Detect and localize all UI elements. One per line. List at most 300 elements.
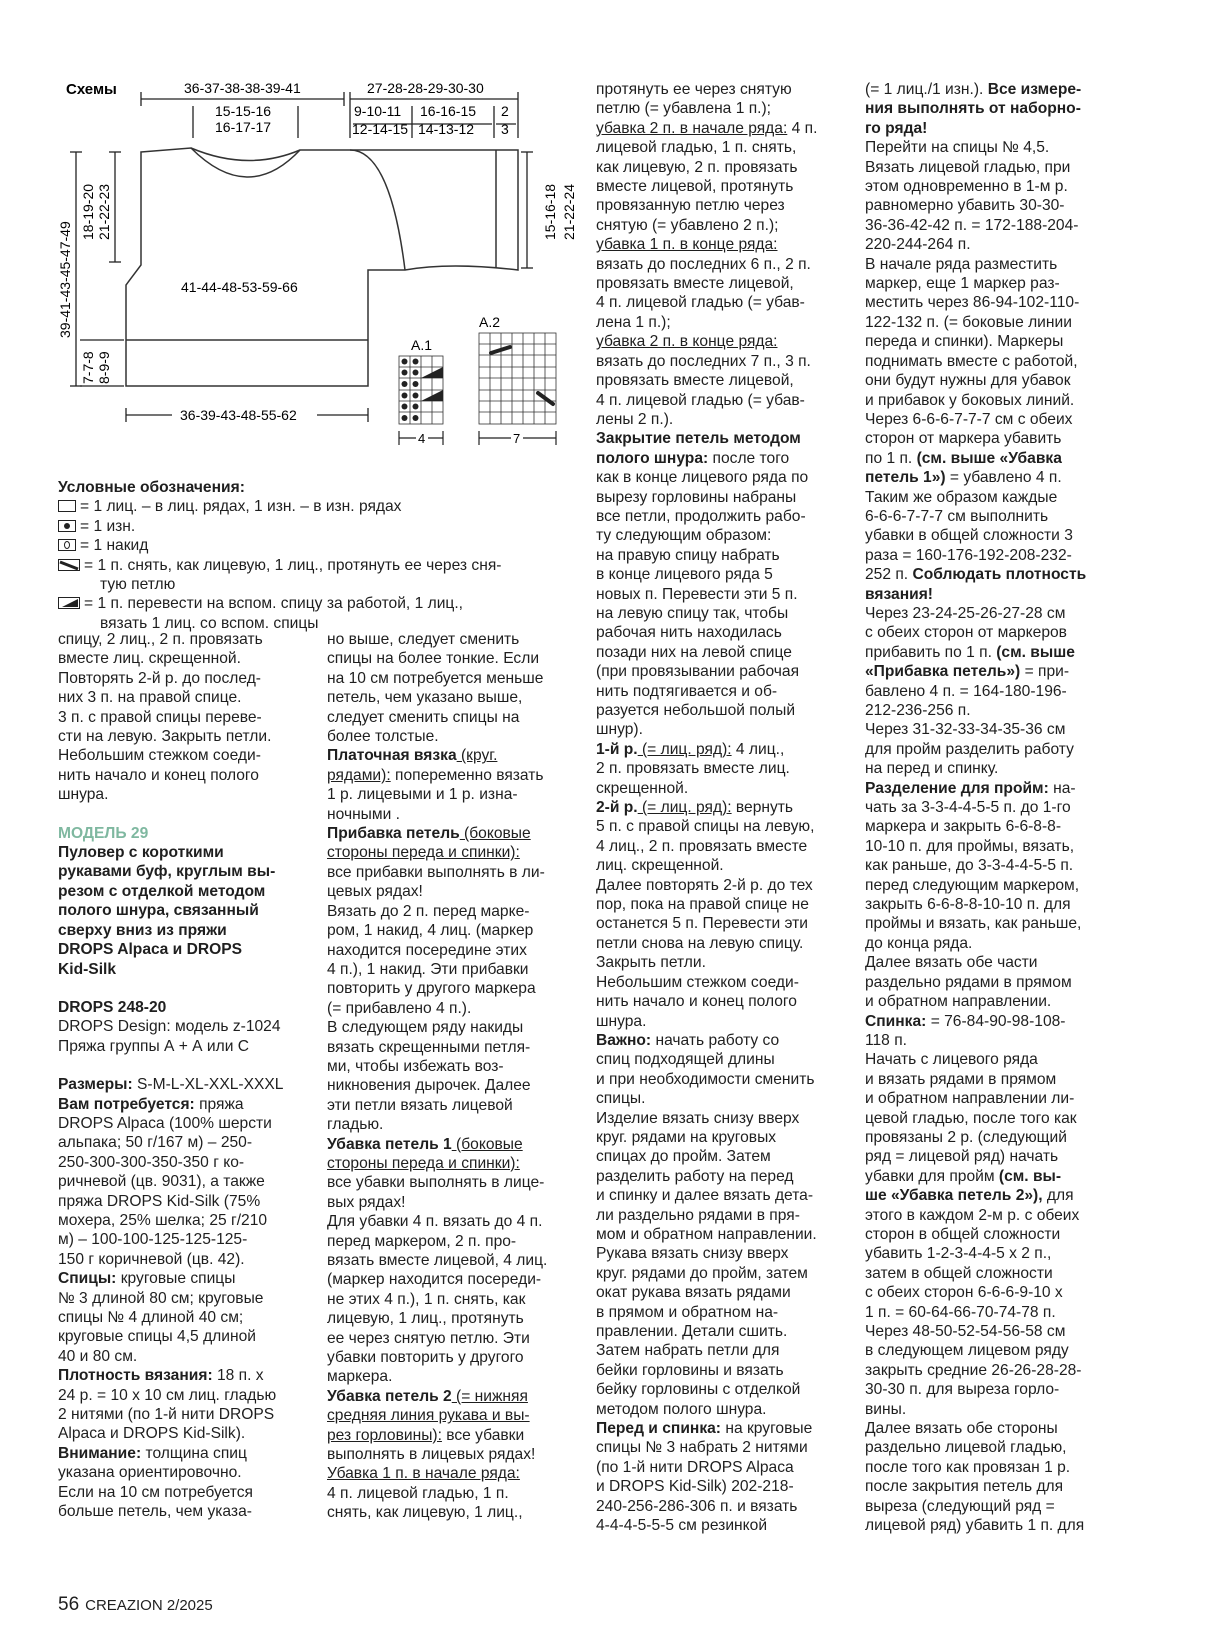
text-line: они будут нужны для убавок bbox=[865, 372, 1071, 390]
text-line: более толстые. bbox=[327, 728, 439, 746]
text-line: раза = 160-176-192-208-232- bbox=[865, 546, 1072, 564]
text-line: по 1 п. bbox=[865, 449, 913, 467]
text-line: для пройм разделить работу bbox=[865, 740, 1074, 758]
text-line: спицы № 4 длиной 40 см; bbox=[58, 1309, 244, 1326]
text-line: гладью. bbox=[327, 1116, 384, 1134]
text-line: сторон от маркера убавить bbox=[865, 430, 1062, 448]
a1-width: 4 bbox=[418, 431, 426, 446]
text-line: (боковые bbox=[451, 1135, 523, 1153]
text-line: (боковые bbox=[459, 825, 531, 843]
text-line: Изделие вязать снизу вверх bbox=[596, 1109, 800, 1127]
text-line: с обеих сторон 6-6-6-9-10 х bbox=[865, 1284, 1063, 1302]
text-line: Важно: bbox=[596, 1031, 652, 1049]
text-line: останется 5 п. Перевести эти bbox=[596, 915, 808, 933]
text-line: Далее вязать обе стороны bbox=[865, 1420, 1058, 1438]
text-line: маркер, еще 1 маркер раз- bbox=[865, 275, 1060, 293]
text-line: 4 п. лицевой гладью, 1 п. bbox=[327, 1484, 509, 1502]
text-line: Для убавки 4 п. вязать до 4 п. bbox=[327, 1213, 543, 1231]
text-line: петли снова на левую спицу. bbox=[596, 934, 804, 952]
text-line: рез горловины): bbox=[327, 1426, 442, 1444]
text-line: выреза (следующий ряд = bbox=[865, 1497, 1055, 1515]
text-line: попеременно вязать bbox=[390, 766, 544, 784]
text-line: Через 31-32-33-34-35-36 см bbox=[865, 721, 1066, 739]
schematic-diagram bbox=[0, 0, 600, 470]
text-line: спицы. bbox=[596, 1090, 646, 1108]
text-line: снять, как лицевую, 1 лиц., bbox=[327, 1504, 523, 1522]
width-mid: 41-44-48-53-59-66 bbox=[181, 279, 298, 295]
armhole-b: 21-22-23 bbox=[96, 183, 112, 240]
text-line: все петли, продолжить рабо- bbox=[596, 507, 806, 525]
sleeve-a2: 12-14-15 bbox=[352, 121, 409, 137]
text-line: все прибавки выполнять в ли- bbox=[327, 863, 545, 881]
neck-b: 16-17-17 bbox=[215, 119, 272, 135]
text-line: бавлено 4 п. = 164-180-196- bbox=[865, 682, 1067, 700]
text-line: средняя линия рукава и вы- bbox=[327, 1407, 530, 1425]
text-line: Перед и спинка: bbox=[596, 1420, 721, 1438]
text-line: 122-132 п. (= боковые линии bbox=[865, 313, 1072, 331]
text-line: 4 лиц., 2 п. провязать вместе bbox=[596, 837, 808, 855]
text-line: сторон в общей сложности bbox=[865, 1225, 1061, 1243]
text-line: равномерно убавить 30-30- bbox=[865, 197, 1065, 215]
text-line: спицы № 3 набрать 2 нитями bbox=[596, 1439, 808, 1457]
text-line: убавка 1 п. в конце ряда: bbox=[596, 236, 778, 254]
text-line: (см. выше «Убавка bbox=[912, 449, 1062, 467]
text-line: но выше, следует сменить bbox=[327, 631, 520, 648]
a2-label: A.2 bbox=[479, 314, 501, 330]
text-line: нить начало и конец полого bbox=[596, 993, 797, 1011]
text-line: = при- bbox=[1020, 663, 1070, 681]
slip-decrease-symbol-icon bbox=[58, 559, 80, 571]
text-line: новых п. Перевести эти 5 п. bbox=[596, 585, 798, 603]
sleeve-c1: 2 bbox=[501, 103, 509, 119]
text-line: ее через снятую петлю. Эти bbox=[327, 1329, 530, 1347]
text-line: шнура. bbox=[596, 1012, 647, 1030]
yarn-group: Пряжа группы А + А или С bbox=[58, 1037, 250, 1055]
text-line: этом одновременно в 1-м р. bbox=[865, 178, 1068, 196]
text-line: петель, чем указано выше, bbox=[327, 689, 523, 707]
sizes-label: Размеры: bbox=[58, 1076, 133, 1094]
text-line: 2 п. провязать вместе лиц. bbox=[596, 760, 790, 778]
text-line: ром, 1 накид, 4 лиц. (маркер bbox=[327, 922, 534, 940]
text-line: круг. рядами на круговых bbox=[596, 1128, 777, 1146]
text-line: провязанную петлю через bbox=[596, 197, 785, 215]
text-line: (= лиц. ряд): bbox=[637, 740, 732, 758]
text-line: вины. bbox=[865, 1400, 907, 1418]
text-line: как раньше, до 3-3-4-4-5-5 п. bbox=[865, 857, 1074, 875]
text-line: закрыть 6-6-8-8-10-10 п. для bbox=[865, 896, 1071, 914]
text-line: 4 лиц., bbox=[731, 740, 785, 758]
text-line: спицы на более тонкие. Если bbox=[327, 650, 540, 668]
text-line: «Прибавка петель») bbox=[865, 663, 1021, 681]
text-line: снятую (= убавлено 2 п.); bbox=[596, 216, 779, 234]
text-line: вместе лиц. скрещенной. bbox=[58, 650, 241, 668]
text-line: после того как провязан 1 р. bbox=[865, 1458, 1071, 1476]
legend bbox=[58, 478, 558, 633]
text-line: чать за 3-3-4-4-5-5 п. до 1-го bbox=[865, 799, 1071, 817]
text-line: как в конце лицевого ряда по bbox=[596, 469, 809, 487]
text-line: вязать до последних 7 п., 3 п. bbox=[596, 352, 811, 370]
text-line: все убавки bbox=[441, 1426, 525, 1444]
attention-label: Внимание: bbox=[58, 1444, 142, 1462]
text-line: прибавить по 1 п. bbox=[865, 643, 992, 661]
text-line: 1 р. лицевыми и 1 р. изна- bbox=[327, 786, 518, 804]
text-line: следует сменить спицы на bbox=[327, 708, 520, 726]
text-line: 150 г коричневой (цв. 42). bbox=[58, 1250, 245, 1268]
sleeve-b1: 16-16-15 bbox=[420, 103, 477, 119]
text-line: круг. рядами до пройм, затем bbox=[596, 1264, 808, 1282]
text-line: 4 п. лицевой гладью (= убав- bbox=[596, 391, 805, 409]
text-line: 4 п.), 1 накид. Эти прибавки bbox=[327, 960, 529, 978]
a2-grid bbox=[479, 333, 556, 424]
text-line: петель 1») bbox=[865, 469, 946, 487]
text-line: вых рядах! bbox=[327, 1193, 406, 1211]
text-line: 240-256-286-306 п. и вязать bbox=[596, 1497, 798, 1515]
text-line: лицевой ряд) убавить 1 п. для bbox=[865, 1517, 1085, 1535]
purl-symbol-icon bbox=[58, 520, 76, 532]
text-line: ту следующим образом: bbox=[596, 527, 772, 545]
text-line: в прямом и обратном на- bbox=[596, 1303, 779, 1321]
text-line: цевой гладью, после того как bbox=[865, 1109, 1077, 1127]
text-line: Закрыть петли. bbox=[596, 954, 706, 972]
model-title: Пуловер с короткими bbox=[58, 844, 224, 862]
text-line: стороны переда и спинки): bbox=[327, 844, 520, 862]
text-line: методом полого шнура. bbox=[596, 1400, 767, 1418]
text-line: = убавлено 4 п. bbox=[945, 469, 1062, 487]
text-line: 3 п. с правой спицы переве- bbox=[58, 708, 262, 726]
model-number: МОДЕЛЬ 29 bbox=[58, 824, 149, 842]
text-line: Спинка: bbox=[865, 1012, 927, 1030]
text-line: местить через 86-94-102-110- bbox=[865, 294, 1080, 312]
text-line: маркера и закрыть 6-6-8-8- bbox=[865, 818, 1062, 836]
gauge-label: Плотность вязания: bbox=[58, 1367, 213, 1385]
text-line: мом и обратном направлении. bbox=[596, 1225, 817, 1243]
top-total-right: 27-28-28-29-30-30 bbox=[367, 80, 484, 96]
text-line: В следующем ряду накиды bbox=[327, 1019, 524, 1037]
text-line: указана ориентировочно. bbox=[58, 1464, 242, 1482]
text-line: них 3 п. на правой спице. bbox=[58, 689, 242, 707]
text-line: DROPS Alpaca (100% шерсти bbox=[58, 1114, 272, 1132]
text-line: 4 п. лицевой гладью (= убав- bbox=[596, 294, 805, 312]
garter-label: Платочная вязка bbox=[327, 747, 457, 765]
text-line: спицу, 2 лиц., 2 п. провязать bbox=[58, 631, 263, 648]
text-line: (= прибавлено 4 п.). bbox=[327, 999, 472, 1017]
text-line: ричневой (цв. 9031), а также bbox=[58, 1173, 265, 1191]
text-line: Таким же образом каждые bbox=[865, 488, 1058, 506]
model-title: полого шнура, связанный bbox=[58, 902, 259, 920]
text-line: ночными . bbox=[327, 805, 400, 823]
text-line: лицевую, 1 лиц., протянуть bbox=[327, 1310, 524, 1328]
text-line: как лицевую, 2 п. провязать bbox=[596, 158, 798, 176]
text-line: ше «Убавка петель 2»), bbox=[865, 1187, 1043, 1205]
text-line: раздельно лицевой гладью, bbox=[865, 1439, 1067, 1457]
text-line: для bbox=[1042, 1187, 1074, 1205]
text-line: и прибавок у боковых линий. bbox=[865, 391, 1075, 409]
text-line: 36-36-42-42 п. = 172-188-204- bbox=[865, 216, 1079, 234]
text-line: Затем набрать петли для bbox=[596, 1342, 780, 1360]
text-line: больше петель, чем указа- bbox=[58, 1503, 252, 1521]
text-line: Далее вязать обе части bbox=[865, 954, 1038, 972]
text-line: (см. вы- bbox=[994, 1167, 1062, 1185]
a1-grid bbox=[399, 356, 443, 424]
text-line: убавки в общей сложности 3 bbox=[865, 527, 1073, 545]
text-line: убавить 1-2-3-4-4-5 х 2 п., bbox=[865, 1245, 1052, 1263]
text-line: (круг. bbox=[456, 747, 498, 765]
text-line: не этих 4 п.), 1 п. снять, как bbox=[327, 1290, 526, 1308]
column-4 bbox=[865, 80, 1125, 1535]
text-line: протянуть ее через снятую bbox=[596, 81, 792, 98]
text-line: провязать вместе лицевой, bbox=[596, 275, 794, 293]
text-line: маркера. bbox=[327, 1368, 393, 1386]
text-line: вязать вместе лицевой, 4 лиц. bbox=[327, 1252, 548, 1269]
text-line: и DROPS Kid-Silk) 202-218- bbox=[596, 1478, 794, 1496]
text-line: пор, пока на правой спице не bbox=[596, 896, 809, 914]
design-credit: DROPS Design: модель z-1024 bbox=[58, 1018, 281, 1036]
increase-label: Прибавка петель bbox=[327, 825, 460, 843]
text-line: окат рукава вязать рядами bbox=[596, 1284, 791, 1302]
text-line: все убавки выполнять в лице- bbox=[327, 1174, 545, 1192]
text-line: вязать скрещенными петля- bbox=[327, 1038, 531, 1056]
text-line: 2-й р. bbox=[596, 799, 638, 817]
text-line: рабочая нить находилась bbox=[596, 624, 782, 642]
text-line: повторить у другого маркера bbox=[327, 980, 536, 998]
text-line: нить подтягивается и об- bbox=[596, 682, 778, 700]
text-line: 4 п. bbox=[787, 119, 818, 137]
legend-item-yarn-over: = 1 накид bbox=[80, 537, 149, 555]
armhole-a: 18-19-20 bbox=[80, 183, 96, 240]
text-line: го ряда! bbox=[865, 119, 928, 137]
text-line: ми, чтобы избежать воз- bbox=[327, 1057, 504, 1075]
text-line: никновения дырочек. Далее bbox=[327, 1077, 531, 1095]
text-line: м) – 100-100-125-125-125- bbox=[58, 1231, 248, 1249]
text-line: и спинку и далее вязать дета- bbox=[596, 1187, 814, 1205]
text-line: Повторять 2-й р. до послед- bbox=[58, 669, 261, 687]
sleeve-c2: 3 bbox=[501, 121, 509, 137]
text-line: провязать вместе лицевой, bbox=[596, 372, 794, 390]
text-line: в конце лицевого ряда 5 bbox=[596, 566, 773, 584]
text-line: петлю (= убавлена 1 п.); bbox=[596, 100, 771, 118]
text-line: круговые спицы 4,5 длиной bbox=[58, 1328, 256, 1346]
diagram-title: Схемы bbox=[66, 81, 117, 98]
model-title: Kid-Silk bbox=[58, 960, 117, 978]
text-line: раздельно рядами в прямом bbox=[865, 973, 1072, 991]
model-title: рукавами буф, круглым вы- bbox=[58, 863, 276, 881]
text-line: и обратном направлении. bbox=[865, 993, 1052, 1011]
text-line: (= лиц. ряд): bbox=[637, 799, 732, 817]
text-line: Через 23-24-25-26-27-28 см bbox=[865, 604, 1066, 622]
materials-label: Вам потребуется: bbox=[58, 1095, 195, 1113]
text-line: убавки повторить у другого bbox=[327, 1349, 524, 1367]
text-line: Небольшим стежком соеди- bbox=[58, 747, 261, 765]
text-line: лицевой гладью, 1 п. снять, bbox=[596, 139, 797, 157]
text-line: вырезу горловины набраны bbox=[596, 488, 797, 506]
text-line: Alpaca и DROPS Kid-Silk). bbox=[58, 1425, 246, 1443]
legend-item-knit: = 1 лиц. – в лиц. рядах, 1 изн. – в изн. рядах bbox=[80, 498, 402, 516]
text-line: ряд = лицевой ряд) начать bbox=[865, 1148, 1059, 1166]
text-line: Вязать до 2 п. перед марке- bbox=[327, 902, 530, 920]
text-line: вязания! bbox=[865, 585, 933, 603]
text-line: Через 6-6-6-7-7-7 см с обеих bbox=[865, 410, 1073, 428]
text-line: затем в общей сложности bbox=[865, 1264, 1053, 1282]
top-total-left: 36-37-38-38-39-41 bbox=[184, 80, 301, 96]
text-line: (см. выше bbox=[991, 643, 1075, 661]
text-line: Далее повторять 2-й р. до тех bbox=[596, 876, 813, 894]
text-line: убавки для пройм bbox=[865, 1167, 995, 1185]
legend-item-slip-decrease-cont: тую петлю bbox=[100, 576, 176, 594]
text-line: перед следующим маркером, bbox=[865, 876, 1080, 894]
text-line: вязать до последних 6 п., 2 п. bbox=[596, 255, 811, 273]
text-line: (маркер находится посереди- bbox=[327, 1271, 542, 1289]
text-line: лиц. скрещенной. bbox=[596, 857, 724, 875]
text-line: Разделение для пройм: bbox=[865, 779, 1049, 797]
sleeve-a1: 9-10-11 bbox=[354, 103, 402, 119]
text-line: бейку горловины с отделкой bbox=[596, 1381, 801, 1399]
text-line: Рукава вязать снизу вверх bbox=[596, 1245, 789, 1263]
text-line: эти петли вязать лицевой bbox=[327, 1096, 513, 1114]
model-title: DROPS Alpaca и DROPS bbox=[58, 941, 243, 959]
text-line: (= 1 лиц./1 изн.). bbox=[865, 81, 984, 98]
left-total: 39-41-43-45-47-49 bbox=[57, 221, 73, 338]
text-line: 1 п. = 60-64-66-70-74-78 п. bbox=[865, 1303, 1056, 1321]
text-line: разделить работу на перед bbox=[596, 1167, 794, 1185]
text-line: Если на 10 см потребуется bbox=[58, 1483, 253, 1501]
text-line: Через 48-50-52-54-56-58 см bbox=[865, 1323, 1066, 1340]
page-footer bbox=[58, 1594, 213, 1616]
text-line: и обратном направлении ли- bbox=[865, 1090, 1075, 1108]
text-line: на 10 см потребуется меньше bbox=[327, 669, 544, 687]
text-line: Перейти на спицы № 4,5. bbox=[865, 139, 1050, 157]
text-line: альпака; 50 г/167 м) – 250- bbox=[58, 1134, 253, 1152]
text-line: Небольшим стежком соеди- bbox=[596, 973, 799, 991]
text-line: 4-4-4-5-5-5 см резинкой bbox=[596, 1517, 768, 1535]
legend-item-slip-decrease: = 1 п. снять, как лицевую, 1 лиц., протянуть ее через сня- bbox=[84, 556, 502, 574]
text-line: = 76-84-90-98-108- bbox=[926, 1012, 1066, 1030]
text-line: толщина спиц bbox=[141, 1444, 247, 1462]
text-line: лены 2 п.). bbox=[596, 410, 674, 428]
text-line: 30-30 п. для выреза горло- bbox=[865, 1381, 1060, 1399]
legend-item-cable: = 1 п. перевести на вспом. спицу за работой, 1 лиц., bbox=[84, 595, 464, 613]
text-line: 24 р. = 10 х 10 см лиц. гладью bbox=[58, 1386, 277, 1404]
cable-symbol-icon bbox=[58, 597, 80, 609]
sleeve-b2: 14-13-12 bbox=[418, 121, 475, 137]
text-line: В начале ряда разместить bbox=[865, 255, 1058, 273]
text-line: ния выполнять от наборно- bbox=[865, 100, 1081, 118]
text-line: сти на левую. Закрыть петли. bbox=[58, 728, 272, 746]
magazine-issue: CREAZION 2/2025 bbox=[85, 1597, 213, 1614]
text-line: полого шнура: bbox=[596, 449, 709, 467]
text-line: № 3 длиной 80 см; круговые bbox=[58, 1289, 264, 1307]
text-line: цевых рядах! bbox=[327, 883, 423, 901]
pattern-code: DROPS 248-20 bbox=[58, 998, 167, 1016]
text-line: круговые спицы bbox=[116, 1270, 236, 1288]
page-number: 56 bbox=[58, 1594, 80, 1615]
sleeve-height-b: 21-22-24 bbox=[561, 183, 577, 240]
yarn-over-symbol-icon bbox=[58, 539, 76, 551]
text-line: шнура. bbox=[58, 786, 109, 804]
text-line: на левую спицу так, чтобы bbox=[596, 604, 789, 622]
text-line: Соблюдать плотность bbox=[908, 566, 1087, 584]
text-line: 212-236-256 п. bbox=[865, 702, 971, 719]
text-line: перед маркером, 2 п. про- bbox=[327, 1232, 517, 1250]
rib-a: 7-7-8 bbox=[80, 351, 96, 384]
text-line: поднимать вместе с работой, bbox=[865, 352, 1078, 370]
text-line: 2 нитями (по 1-й нити DROPS bbox=[58, 1406, 275, 1424]
rib-b: 8-9-9 bbox=[96, 351, 112, 384]
text-line: 250-300-300-350-350 г ко- bbox=[58, 1153, 245, 1171]
text-line: 1-й р. bbox=[596, 740, 638, 758]
text-line: проймы и вязать, как раньше, bbox=[865, 915, 1082, 933]
text-line: (= нижняя bbox=[451, 1387, 528, 1405]
text-line: Вязать лицевой гладью, при bbox=[865, 158, 1071, 176]
text-line: пряжа DROPS Kid-Silk (75% bbox=[58, 1192, 261, 1210]
text-line: 5 п. с правой спицы на левую, bbox=[596, 818, 815, 836]
text-line: начать работу со bbox=[651, 1031, 780, 1049]
text-line: 10-10 п. для проймы, вязать, bbox=[865, 837, 1075, 855]
width-bottom: 36-39-43-48-55-62 bbox=[180, 407, 297, 423]
text-line: закрыть средние 26-26-28-28- bbox=[865, 1361, 1082, 1379]
text-line: находится посередине этих bbox=[327, 941, 527, 959]
text-line: 6-6-6-7-7-7 см выполнить bbox=[865, 507, 1049, 525]
text-line: стороны переда и спинки): bbox=[327, 1154, 520, 1172]
text-line: выполнять в лицевых рядах! bbox=[327, 1446, 536, 1464]
text-line: 118 п. bbox=[865, 1031, 907, 1049]
text-line: мохера, 25% шелка; 25 г/210 bbox=[58, 1211, 268, 1229]
text-line: переда и спинки). Маркеры bbox=[865, 333, 1064, 351]
legend-item-purl: = 1 изн. bbox=[80, 517, 136, 535]
text-line: скрещенной. bbox=[596, 779, 689, 797]
text-line: на круговые bbox=[721, 1420, 813, 1438]
text-line: ли раздельно рядами в пря- bbox=[596, 1206, 800, 1224]
text-line: Все измере- bbox=[983, 81, 1082, 98]
text-line: после того bbox=[708, 449, 790, 467]
neck-a: 15-15-16 bbox=[215, 103, 272, 119]
text-line: вернуть bbox=[731, 799, 794, 817]
text-line: на правую спицу набрать bbox=[596, 546, 780, 564]
decrease-1-label: Убавка петель 1 bbox=[327, 1135, 452, 1153]
text-line: убавка 2 п. в конце ряда: bbox=[596, 333, 778, 351]
a2-width: 7 bbox=[513, 431, 521, 446]
text-line: нить начало и конец полого bbox=[58, 766, 259, 784]
text-line: пряжа bbox=[194, 1095, 244, 1113]
text-line: этого в каждом 2-м р. с обеих bbox=[865, 1206, 1080, 1224]
text-line: спиц подходящей длины bbox=[596, 1051, 775, 1069]
text-line: в следующем лицевом ряду bbox=[865, 1342, 1069, 1360]
text-line: (при провязывании рабочая bbox=[596, 663, 800, 681]
text-line: до конца ряда. bbox=[865, 934, 973, 952]
text-line: и вязать рядами в прямом bbox=[865, 1070, 1057, 1088]
text-line: шнур). bbox=[596, 721, 643, 739]
text-line: Убавка 1 п. в начале ряда: bbox=[327, 1465, 520, 1483]
text-line: на- bbox=[1048, 779, 1076, 797]
column-2 bbox=[327, 630, 587, 1523]
text-line: правлении. Детали сшить. bbox=[596, 1323, 788, 1340]
text-line: убавка 2 п. в начале ряда: bbox=[596, 119, 788, 137]
sleeve-height-a: 15-16-18 bbox=[542, 183, 558, 240]
knit-symbol-icon bbox=[58, 500, 76, 512]
a1-label: A.1 bbox=[411, 337, 433, 353]
text-line: спицах до пройм. Затем bbox=[596, 1148, 771, 1166]
text-line: 40 и 80 см. bbox=[58, 1347, 138, 1365]
text-line: лена 1 п.); bbox=[596, 313, 671, 331]
column-3 bbox=[596, 80, 861, 1535]
bind-off-label: Закрытие петель методом bbox=[596, 430, 801, 448]
text-line: вместе лицевой, протянуть bbox=[596, 178, 794, 196]
text-line: 252 п. bbox=[865, 566, 909, 584]
model-title: сверху вниз из пряжи bbox=[58, 921, 227, 939]
text-line: Начать с лицевого ряда bbox=[865, 1051, 1038, 1069]
legend-item-cable-cont: вязать 1 лиц. со вспом. спицы bbox=[100, 614, 319, 632]
needles-label: Спицы: bbox=[58, 1270, 117, 1288]
model-title: резом с отделкой методом bbox=[58, 882, 266, 900]
